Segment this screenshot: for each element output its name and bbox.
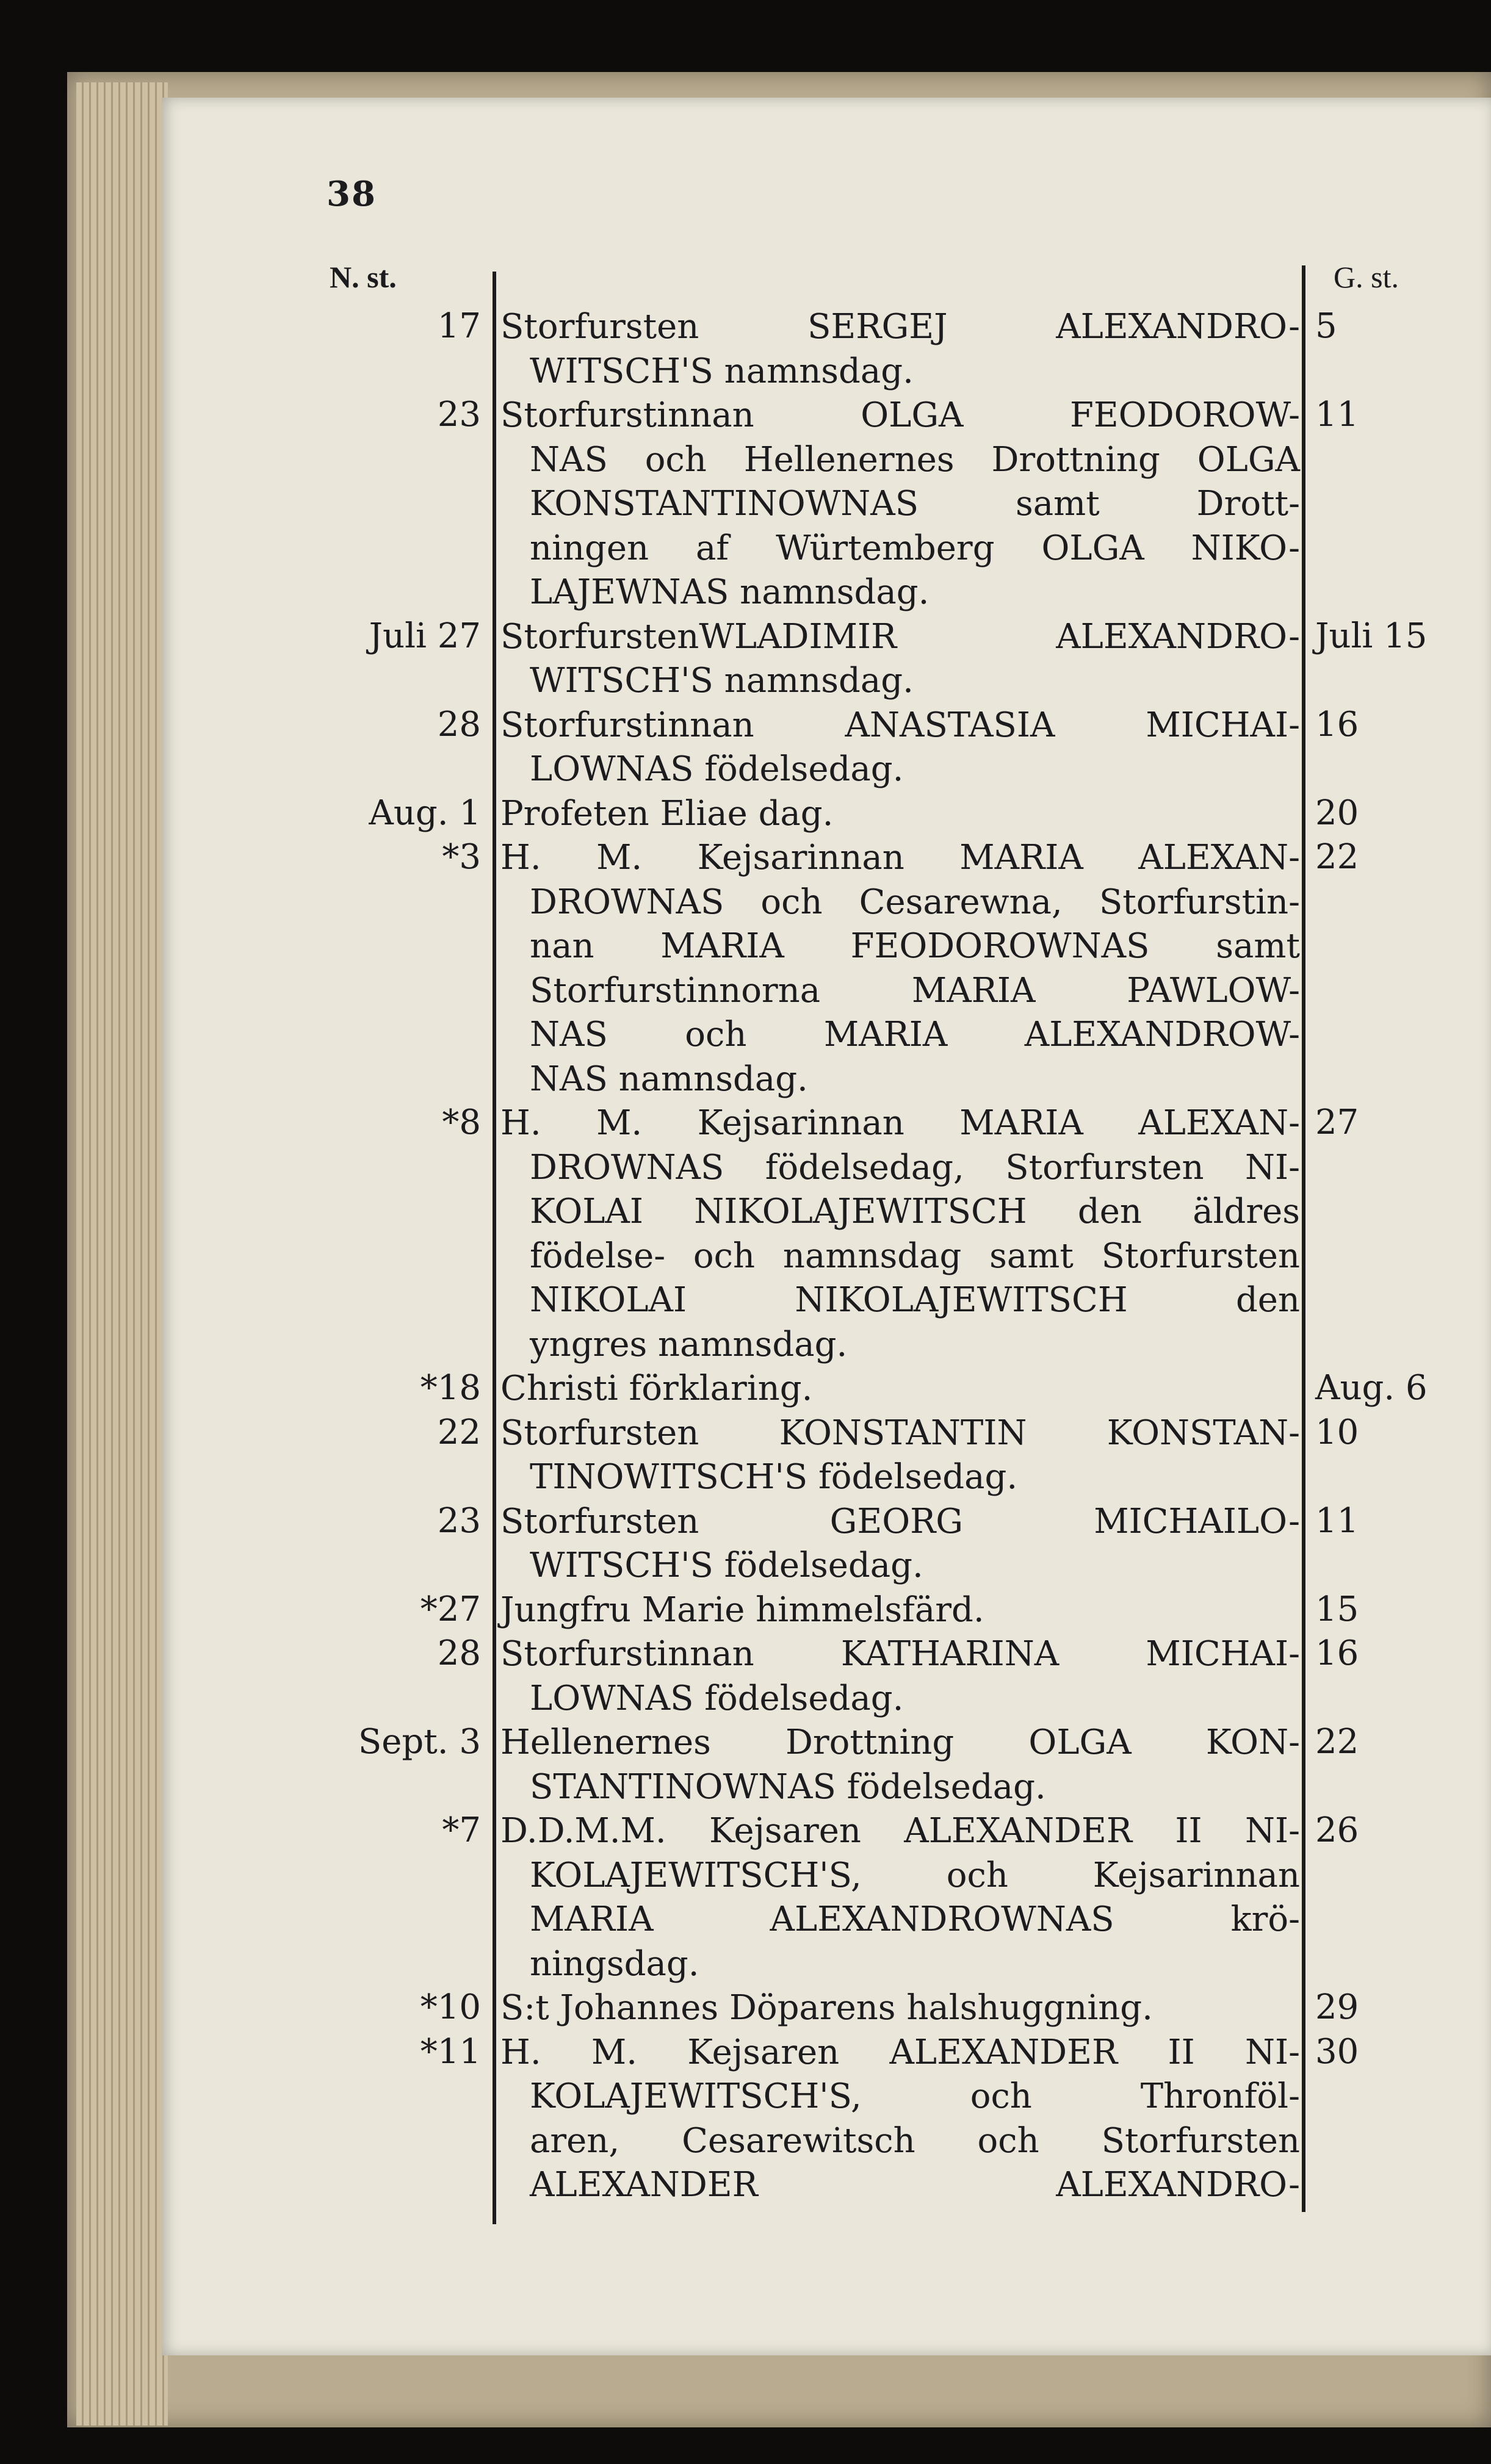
new-style-date: *11 (420, 2031, 481, 2072)
entry-line: Hellenernes Drottning OLGA KON- (500, 1723, 1300, 1762)
entry-line: Storfursten SERGEJ ALEXANDRO- (500, 307, 1300, 347)
new-style-date: 28 (437, 1634, 481, 1673)
old-style-date: 11 (1315, 1500, 1359, 1541)
old-style-date: Aug. 6 (1315, 1368, 1428, 1408)
old-style-date: 10 (1315, 1412, 1359, 1452)
entry-line: ningsdag. (530, 1943, 699, 1984)
new-style-date: 22 (437, 1412, 481, 1452)
old-style-date: 22 (1315, 1722, 1359, 1762)
new-style-date: 28 (437, 704, 481, 744)
new-style-date: 17 (437, 306, 481, 346)
entry-text (500, 1632, 1300, 1721)
entry-line: Storfurstinnan ANASTASIA MICHAI- (500, 705, 1300, 745)
entry-line: LOWNAS födelsedag. (530, 1678, 904, 1718)
entry-text (500, 1986, 1300, 2031)
entry-line: KONSTANTINOWNAS samt Drott- (530, 484, 1300, 524)
entry-text (500, 1367, 1300, 1411)
entry-line: StorfurstenWLADIMIR ALEXANDRO- (500, 616, 1300, 657)
new-style-date: 23 (437, 395, 481, 434)
entry-text (500, 2031, 1300, 2208)
new-style-date: *27 (420, 1589, 481, 1629)
entry-text (500, 305, 1300, 394)
entry-line: ALEXANDER ALEXANDRO- (530, 2165, 1300, 2205)
entry-line: KOLAI NIKOLAJEWITSCH den äldres (530, 1192, 1300, 1231)
old-style-date-header: G. st. (1334, 260, 1399, 294)
entry-line: D.D.M.M. Kejsaren ALEXANDER II NI- (500, 1811, 1300, 1851)
old-style-date: 30 (1315, 2031, 1359, 2072)
old-style-date: 26 (1315, 1810, 1359, 1850)
entry-line: ningen af Würtemberg OLGA NIKO- (530, 528, 1300, 568)
old-style-date: 16 (1315, 704, 1359, 744)
entry-text (500, 792, 1300, 837)
old-style-date: 22 (1315, 837, 1359, 877)
entry-line: yngres namnsdag. (530, 1324, 848, 1364)
entry-line: MARIA ALEXANDROWNAS krö- (530, 1900, 1300, 1939)
entry-text (500, 836, 1300, 1101)
entry-text (500, 1809, 1300, 1986)
entry-text (500, 1101, 1300, 1367)
entry-line: STANTINOWNAS födelsedag. (530, 1767, 1046, 1807)
entry-line: Storfursten GEORG MICHAILO- (500, 1501, 1300, 1541)
page-edges (76, 82, 168, 2426)
entry-line: NAS och MARIA ALEXANDROW- (530, 1015, 1300, 1054)
entry-text (500, 394, 1300, 615)
entry-line: Storfurstinnan KATHARINA MICHAI- (500, 1634, 1300, 1674)
old-style-date: Juli 15 (1315, 616, 1428, 656)
entry-line: WITSCH'S namnsdag. (530, 661, 914, 701)
entry-line: Storfurstinnan OLGA FEODOROW- (500, 395, 1300, 435)
entry-line: nan MARIA FEODOROWNAS samt (530, 926, 1300, 966)
new-style-date-header: N. st. (330, 260, 397, 294)
old-style-date: 20 (1315, 793, 1359, 833)
new-style-date: *7 (442, 1810, 481, 1850)
entry-line: Storfurstinnorna MARIA PAWLOW- (530, 970, 1300, 1010)
entry-line: H. M. Kejsarinnan MARIA ALEXAN- (500, 1103, 1300, 1143)
new-style-date: Sept. 3 (358, 1722, 481, 1762)
entry-line: LOWNAS födelsedag. (530, 749, 904, 789)
entry-line: NAS och Hellenernes Drottning OLGA (530, 439, 1300, 480)
new-style-date: *18 (420, 1368, 481, 1408)
entry-line: TINOWITSCH'S födelsedag. (530, 1457, 1018, 1497)
old-style-date: 16 (1315, 1634, 1359, 1673)
old-style-date: 29 (1315, 1987, 1359, 2027)
entry-line: Storfursten KONSTANTIN KONSTAN- (500, 1413, 1300, 1453)
entry-text (500, 1411, 1300, 1500)
entry-text (500, 1588, 1300, 1633)
entry-text (500, 1721, 1300, 1809)
new-style-date: *10 (420, 1987, 481, 2027)
new-style-date: Juli 27 (369, 616, 481, 656)
column-rule-left (493, 272, 496, 2224)
old-style-date: 5 (1315, 306, 1337, 346)
old-style-date: 15 (1315, 1589, 1359, 1629)
new-style-date: 23 (437, 1500, 481, 1541)
entry-text (500, 615, 1300, 704)
new-style-date: *8 (442, 1103, 481, 1142)
entry-line: H. M. Kejsaren ALEXANDER II NI- (500, 2032, 1300, 2072)
entry-line: Christi förklaring. (500, 1369, 813, 1408)
entry-line: WITSCH'S namnsdag. (530, 351, 914, 391)
entry-line: födelse- och namnsdag samt Storfursten (530, 1236, 1300, 1276)
entry-line: NIKOLAI NIKOLAJEWITSCH den (530, 1280, 1300, 1320)
old-style-date: 27 (1315, 1103, 1359, 1142)
entry-text (500, 704, 1300, 792)
old-style-date: 11 (1315, 395, 1359, 434)
entry-line: H. M. Kejsarinnan MARIA ALEXAN- (500, 838, 1300, 877)
entry-line: DROWNAS och Cesarewna, Storfurstin- (530, 882, 1300, 922)
entry-line: aren, Cesarewitsch och Storfursten (530, 2120, 1300, 2161)
column-rule-right (1302, 265, 1305, 2212)
entry-line: S:t Johannes Döparens halshuggning. (500, 1988, 1153, 2028)
entry-line: WITSCH'S födelsedag. (530, 1546, 923, 1585)
entry-line: Profeten Eliae dag. (500, 793, 834, 834)
new-style-date: Aug. 1 (369, 793, 481, 833)
entry-line: KOLAJEWITSCH'S, och Kejsarinnan (530, 1855, 1300, 1895)
new-style-date: *3 (442, 837, 481, 877)
entry-line: LAJEWNAS namnsdag. (530, 572, 930, 612)
entry-text (500, 1500, 1300, 1588)
entry-line: DROWNAS födelsedag, Storfursten NI- (530, 1147, 1300, 1187)
entry-line: NAS namnsdag. (530, 1059, 808, 1099)
page-number: 38 (327, 174, 377, 214)
entry-line: KOLAJEWITSCH'S, och Thronföl- (530, 2077, 1300, 2116)
entry-line: Jungfru Marie himmelsfärd. (500, 1590, 984, 1630)
